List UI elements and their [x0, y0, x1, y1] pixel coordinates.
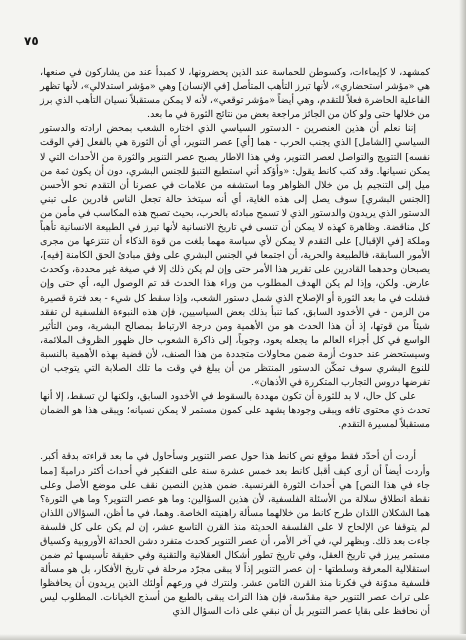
- page-edge-shadow: [459, 0, 466, 640]
- page-bottom-shadow: [0, 634, 466, 640]
- body-text: [40, 66, 430, 620]
- paragraph: أردت أن أحدّد فقط موقع نص كانط هذا حول عصر التنوير وسأحاول في ما بعد قراءته بدقة أكبر. وأردت أيضاً أن أرى كيف أقبل كانط بعد خمس عشرة سنة على التفكير في أحداث أكثر دراميةً [مما جاء في هذا النص] هي أحداث الثورة الفرنسية. ضمن هذين النصين نقف على موضع الأصل وعلى نقطة انطلاق سلالة من الأسئلة الفلسفية، لأن هذين السؤالين: وما هو عصر التنوير؟ وما هي الثورة؟ هما الشكلان اللذان طرح كانط من خلالهما مسألة راهنيته الخاصة. وهما، في ما أظن، السؤالان اللذان لم يتوقفا عن الإلحاح لا على الفلسفة الحديثة منذ القرن التاسع عشر، إن لم يكن على كل فلسفة جاءت بعد ذلك. وبظهر لي، في آخر الأمر، أن عصر التنوير كحدث متفرد دشن الحداثة الأوروبية وكسياق مستمر يبرز في تاريخ العقل، وفي تاريخ تطور أشكال العقلانية والتقنية وفي حقيقة تأسيسها ثم ضمن استقلالية المعرفة وسلطتها - إن عصر التنوير إذاً لا يبقى مجرّد مرحلة في تاريخ الأفكار، بل هو مسألة فلسفية مدوّنة في فكرنا منذ القرن الثامن عشر. ولنترك في ورعهم أولئك الذين يريدون أن يحافظوا على تراث عصر التنوير حية مقدّسة، فإن هذا التراث يبقى بالطبع من أسذج الخيانات. المطلوب ليس أن نحافظ على بقايا عصر التنوير بل أن نبقي على ذات السؤال الذي: [40, 451, 430, 618]
- paragraph: على كل حال، لا بد للثورة أن تكون مهددة بالسقوط في الأخدود السابق، ولكنها لن تسقط، إلا أنها تحدث ذي محتوى تافه ويبقى وجودها يشهد على كمون مستمر لا يمكن نسيانه؛ ويبقى هذا هو الضمان مستقبلاً لمسيرة التقدم.: [40, 391, 430, 431]
- paragraph: كمشهد، لا كإيماءات، وكسوطن للحماسة عند الذين يحضرونها، لا كمبدأ عند من يشاركون في صنعها، هي «مؤشر استحضاري»، لأنها تبرز التأهب المتأصل [في الإنسان] وهي «مؤشر استدلالي»، لأنها تظهر الفاعلية الحاضرة فعلاً للتقدم، وهي أيضاً «مؤشر توقعي»، لأنه لا يمكن مستقبلاً نسيان التأهب الذي برز من خلالها حتى ولو كان من الجائز مراجعة بعض من نتائج الثورة في ما بعد.: [40, 67, 430, 121]
- paragraph: إننا نعلم أن هذين العنصرين - الدستور السياسي الذي اختاره الشعب بمحض ارادته والدستور السياسي [الشامل] الذي يجنب الحرب - هما [أي] عصر التنوير، أي أن الثورة هي بالفعل [في الوقت نفسه] التتويج والتواصل لعصر التنوير، وفي هذا الاطار يصبح عصر التنوير والثورة من الأحداث التي لا يمكن نسيانها. وقد كتب كانط يقول: «وأؤكد أني استطيع التنبؤ للجنس البشري، دون أن يكون ثمة من ميل إلى التنجيم بل من خلال الظواهر وما استشفه من علامات في عصرنا أن التقدم نحو الأحسن [الجنس البشري] سوف يصل إلى هذه الغاية، أي أنه سيتخذ حالة تجعل الناس قادرين على تبني الدستور الذي يريدون والدستور الذي لا تسمح مبادئه بالحرب، بحيث تصبح هذه المكاسب في مأمن من كل مناقضة. وظاهرة كهذه لا يمكن أن تنسى في تاريخ الانسانية لأنها تبرز في الطبيعة الانسانية تأهباً وملكة [في الإقبال] على التقدم لا يمكن لأي سياسة مهما بلغت من قوة الذكاء أن تنتزعها من مجرى الأمور السابقة، فالطبيعة والحرية، أن اجتمعا في الجنس البشري على وفق مبادئ الحق الكامنة [فيه]، يصبحان وحدهما القادرين على تقرير هذا الأمر حتى وإن لم يكن ذلك إلا في صيغة غير محددة، وكحدث عارض. ولكن، وإذا لم يكن الهدف المطلوب من وراء هذا الحدث قد تم الوصول اليه، أي حتى وإن فشلت في ما بعد الثورة أو الإصلاح الذي شمل دستور الشعب، وإذا سقط كل شيء - بعد فترة قصيرة من الزمن - في الأخدود السابق، كما تنبأ بذلك بعض السياسيين، فإن هذه النبوءة الفلسفية لن تفقد شيئاً من قوتها، إذ أن هذا الحدث هو من الأهمية ومن درجة الارتباط بمصالح البشرية، ومن التأثير الواسع في كل أجزاء العالم ما يجعله يعود، وجوباً، إلى ذاكرة الشعوب حال ظهور الظروف الملائمة، وسيستحضر عند حدوث أزمة ضمن محاولات متجددة من هذا الصنف، لأن قضية بهذه الأهمية بالنسبة للنوع البشري سوف تمكّن الدستور المنتظر من أن يبلغ في وقت ما تلك الصلابة التي يتوجب ان تفرضها دروس التجارب المتكررة في الأذهان».: [40, 123, 430, 389]
- page-number: ٧٥: [24, 34, 39, 48]
